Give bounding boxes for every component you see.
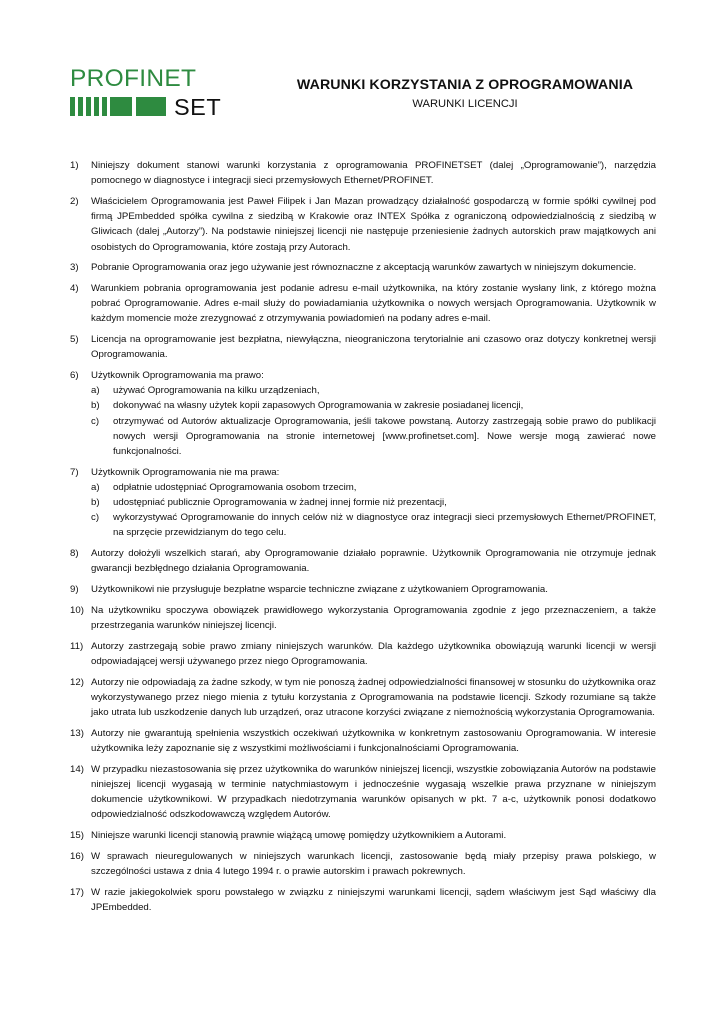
term-number: 8) bbox=[70, 548, 79, 560]
term-number: 4) bbox=[70, 282, 79, 294]
term-item bbox=[70, 849, 656, 879]
subitem-letter: c) bbox=[91, 512, 100, 524]
term-number: 16) bbox=[70, 850, 84, 862]
term-text: Użytkownik Oprogramowania ma prawo: bbox=[91, 369, 264, 381]
term-item bbox=[70, 762, 656, 823]
term-number: 15) bbox=[70, 829, 84, 841]
term-number: 12) bbox=[70, 676, 84, 688]
term-text: W sprawach nieuregulowanych w niniejszych warunkach licencji, zastosowanie będą miały przepisy prawa polskiego, w szczególności ustawa z dnia 4 lutego 1994 r. o prawie autorskim i prawach pokrewnych. bbox=[91, 850, 656, 877]
term-item bbox=[70, 194, 656, 255]
term-text: Autorzy nie odpowiadają za żadne szkody, w tym nie ponoszą żadnej odpowiedzialności finansowej w stosunku do użytkownika oraz wykorzystywanego przez niego mienia z tytułu korzystania z Oprogramowania na podstawie licencji. Szkody rozumiane są także jako utrata lub uszkodzenie danych lub urządzeń, oraz utracone korzyści związane z niemożnością wykorzystania Oprogramowania. bbox=[91, 676, 656, 718]
term-item bbox=[70, 368, 656, 459]
subitem-text: używać Oprogramowania na kilku urządzeniach, bbox=[113, 385, 320, 397]
logo-wordmark-set: SET bbox=[174, 94, 222, 120]
subitem-letter: a) bbox=[91, 481, 100, 493]
term-number: 7) bbox=[70, 466, 79, 478]
term-number: 5) bbox=[70, 334, 79, 346]
term-number: 6) bbox=[70, 369, 79, 381]
term-number: 3) bbox=[70, 262, 79, 274]
term-item bbox=[70, 675, 656, 721]
term-number: 11) bbox=[70, 640, 84, 652]
subitem-text: dokonywać na własny użytek kopii zapasowych Oprogramowania w zakresie posiadanej licencji, bbox=[113, 400, 524, 412]
term-text: Użytkownik Oprogramowania nie ma prawa: bbox=[91, 466, 280, 478]
term-item bbox=[70, 639, 656, 669]
term-number: 17) bbox=[70, 886, 84, 898]
document-title: WARUNKI KORZYSTANIA Z OPROGRAMOWANIA bbox=[296, 77, 634, 93]
subitem-text: wykorzystywać Oprogramowanie do innych celów niż w diagnostyce oraz integracji sieci przemysłowych Ethernet/PROFINET, na sprzęcie przewidzianym do tego celu. bbox=[113, 512, 656, 539]
term-text: Autorzy zastrzegają sobie prawo zmiany niniejszych warunków. Dla każdego użytkownika obowiązują warunki licencji w wersji odpowiadającej wersji używanego przez niego Oprogramowania. bbox=[91, 640, 656, 667]
subitem-letter: c) bbox=[91, 415, 100, 427]
term-text: Właścicielem Oprogramowania jest Paweł Filipek i Jan Mazan prowadzący działalność gospodarczą w formie spółki cywilnej pod firmą JPEmbedded spółka cywilna z siedzibą w Krakowie oraz INTEX Spółka z ograniczoną odpowiedzialnością z siedzibą w Gliwicach (dalej „Autorzy”). Na podstawie niniejszej licencji nie następuje przeniesienie żadnych autorskich praw majątkowych ani osobistych do Oprogramowania, które zostają przy Autorach. bbox=[91, 195, 656, 253]
term-text: Niniejszy dokument stanowi warunki korzystania z oprogramowania PROFINETSET (dalej „Oprogramowanie”), narzędzia pomocnego w diagnostyce i integracji sieci przemysłowych Ethernet/PROFINET. bbox=[91, 160, 656, 187]
term-item bbox=[70, 885, 656, 915]
term-subitem bbox=[91, 495, 656, 510]
term-item bbox=[70, 582, 656, 597]
term-number: 14) bbox=[70, 763, 84, 775]
term-text: W przypadku niezastosowania się przez użytkownika do warunków niniejszej licencji, wszystkie zobowiązania Autorów na podstawie niniejszej licencji wygasają w terminie natychmiastowym i jednocześnie wygasają wszelkie prawa przyznane w niniejszym dokumencie użytkownikowi. W przypadkach niedotrzymania warunków opisanych w pkt. 7 a-c, użytkownik ponosi dodatkowo odpowiedzialność odszkodowawczą względem Autorów. bbox=[91, 763, 656, 821]
term-number: 1) bbox=[70, 160, 79, 171]
term-number: 9) bbox=[70, 584, 79, 596]
term-item bbox=[70, 332, 656, 362]
logo-lower-row bbox=[70, 95, 245, 119]
term-item bbox=[70, 546, 656, 576]
term-item bbox=[70, 726, 656, 756]
term-item bbox=[70, 465, 656, 541]
term-subitem bbox=[91, 510, 656, 540]
term-text: W razie jakiegokolwiek sporu powstałego w związku z niniejszymi warunkami licencji, sądem właściwym jest Sąd właściwy dla JPEmbedded. bbox=[91, 886, 656, 913]
subitem-letter: b) bbox=[91, 497, 100, 509]
subitem-text: udostępniać publicznie Oprogramowania w żadnej innej formie niż prezentacji, bbox=[113, 497, 447, 509]
term-item bbox=[70, 158, 656, 188]
term-text: Użytkownikowi nie przysługuje bezpłatne wsparcie techniczne związane z użytkowaniem Oprogramowania. bbox=[91, 584, 548, 596]
subitem-letter: a) bbox=[91, 385, 100, 397]
term-subitem bbox=[91, 414, 656, 460]
profinetset-logo bbox=[70, 67, 245, 119]
document-subtitle: WARUNKI LICENCJI bbox=[412, 98, 518, 110]
term-number: 10) bbox=[70, 604, 84, 616]
term-subitem bbox=[91, 480, 656, 495]
logo-wordmark-profinet: PROFINET bbox=[70, 65, 197, 92]
subitem-text: odpłatnie udostępniać Oprogramowania osobom trzecim, bbox=[113, 481, 357, 493]
term-text: Niniejsze warunki licencji stanowią prawnie wiążącą umowę pomiędzy użytkownikiem a Autorami. bbox=[91, 829, 507, 841]
term-subitem bbox=[91, 398, 656, 413]
term-item bbox=[70, 828, 656, 843]
term-text: Licencja na oprogramowanie jest bezpłatna, niewyłączna, nieograniczona terytorialnie ani czasowo oraz dotyczy konkretnej wersji Oprogramowania. bbox=[91, 334, 656, 361]
term-item bbox=[70, 603, 656, 633]
term-number: 13) bbox=[70, 727, 84, 739]
subitem-text: otrzymywać od Autorów aktualizacje Oprogramowania, jeśli takowe powstaną. Autorzy zastrzegają sobie prawo do publikacji nowych wersji Oprogramowania na stronie internetowej [www.profinetset.com]. Nowe wersje mogą zawierać nowe funkcjonalności. bbox=[113, 415, 656, 457]
term-text: Na użytkowniku spoczywa obowiązek prawidłowego wykorzystania Oprogramowania zgodnie z jego przeznaczeniem, a także przestrzegania warunków niniejszej licencji. bbox=[91, 604, 656, 631]
term-item bbox=[70, 281, 656, 327]
term-item bbox=[70, 260, 656, 275]
term-subitem bbox=[91, 383, 656, 398]
terms-list bbox=[70, 158, 656, 920]
subitem-letter: b) bbox=[91, 400, 100, 412]
term-text: Pobranie Oprogramowania oraz jego używanie jest równoznaczne z akceptacją warunków zawartych w niniejszym dokumencie. bbox=[91, 262, 637, 274]
term-text: Autorzy nie gwarantują spełnienia wszystkich oczekiwań użytkownika w konkretnym zastosowaniu Oprogramowania. W interesie użytkownika leży zapoznanie się z wszystkimi możliwościami i funkcjonalnościami Oprogramowania. bbox=[91, 727, 656, 754]
term-text: Warunkiem pobrania oprogramowania jest podanie adresu e-mail użytkownika, na który zostanie wysłany link, z którego można pobrać Oprogramowanie. Adres e-mail służy do powiadamiania użytkownika o nowych wersjach Oprogramowania. Użytkownik w każdym momencie może zrezygnować z otrzymywania powiadomień na podany adres e-mail. bbox=[91, 282, 656, 325]
term-number: 2) bbox=[70, 195, 79, 207]
term-text: Autorzy dołożyli wszelkich starań, aby Oprogramowanie działało poprawnie. Użytkownik Oprogramowania nie otrzymuje jednak gwarancji bezbłędnego działania Oprogramowania. bbox=[91, 548, 656, 575]
